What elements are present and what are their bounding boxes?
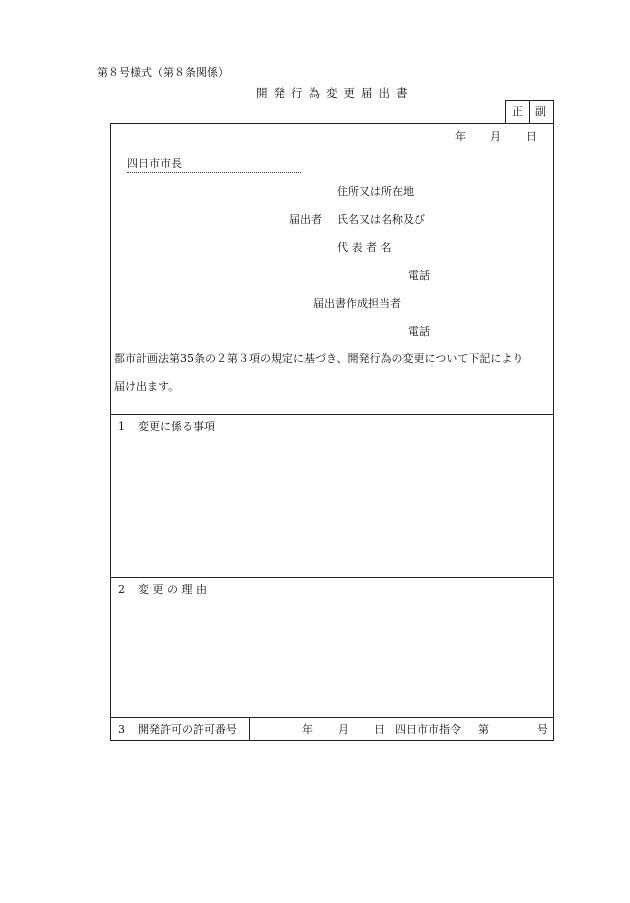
date-month: 月	[490, 130, 501, 143]
preparer-phone-label: 電話	[408, 325, 430, 338]
section-3-divider	[110, 717, 554, 718]
date-year: 年	[455, 130, 466, 143]
section-2-number: 2	[118, 583, 125, 596]
address-label: 住所又は所在地	[337, 185, 414, 198]
document-title: 開発行為変更届出書	[256, 86, 414, 100]
statement-line-2: 届け出ます。	[114, 380, 180, 393]
applicant-role-label: 届出者	[289, 213, 322, 226]
preparer-label: 届出書作成担当者	[313, 297, 401, 310]
name-label: 氏名又は名称及び	[337, 213, 425, 226]
copy-mark-original: 正	[512, 105, 523, 118]
section-3-column-divider	[249, 717, 250, 741]
permit-go: 号	[537, 723, 548, 736]
section-3-label: 開発許可の許可番号	[138, 723, 237, 736]
applicant-phone-label: 電話	[408, 269, 430, 282]
section-1-number: 1	[118, 420, 125, 433]
date-day: 日	[526, 130, 537, 143]
copy-mark-duplicate: 副	[535, 105, 546, 118]
permit-day: 日	[374, 723, 385, 736]
section-3-number: 3	[118, 723, 125, 736]
section-2-label: 変 更 の 理 由	[138, 583, 207, 596]
section-2-divider	[110, 577, 554, 578]
form-number: 第８号様式（第８条関係）	[97, 66, 229, 79]
addressee-line	[127, 157, 301, 173]
permit-month: 月	[338, 723, 349, 736]
permit-dai: 第	[478, 723, 489, 736]
copy-mark-divider	[529, 100, 530, 124]
permit-authority: 四日市市指令	[395, 723, 461, 736]
section-1-label: 変更に係る事項	[138, 420, 215, 433]
permit-year: 年	[302, 723, 313, 736]
statement-line-1: 都市計画法第35条の２第３項の規定に基づき、開発行為の変更について下記により	[114, 352, 524, 365]
section-1-divider	[110, 414, 554, 415]
addressee: 四日市市長	[127, 157, 301, 173]
representative-label: 代 表 者 名	[337, 241, 392, 254]
